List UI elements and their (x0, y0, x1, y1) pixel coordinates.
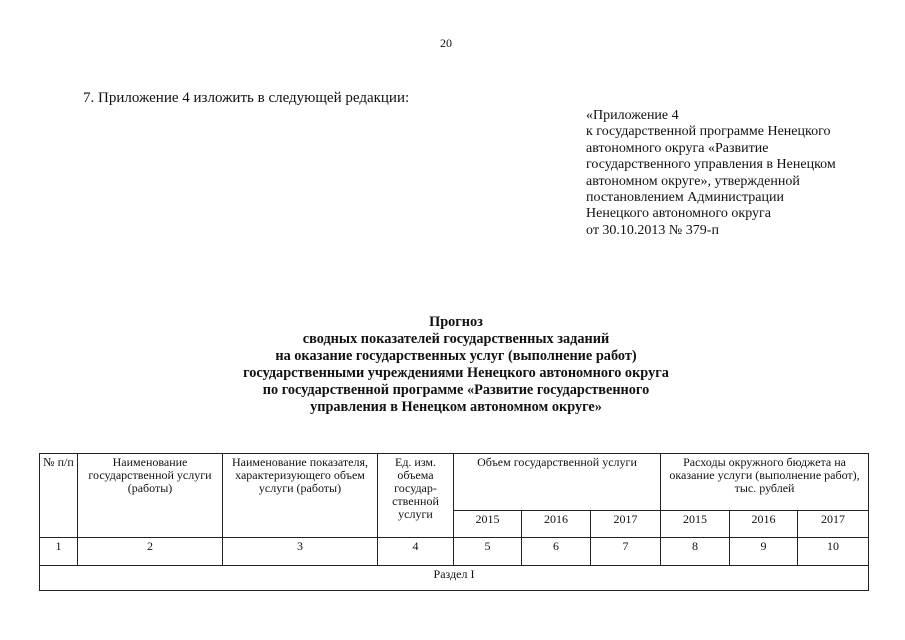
column-number-row (40, 538, 869, 566)
page-number: 20 (440, 36, 452, 50)
appendix-header (586, 108, 836, 239)
title-line: сводных показателей государственных заданий (302, 331, 610, 347)
column-number-cell: 4 (378, 538, 454, 566)
year-cell: 2017 (798, 511, 869, 538)
section-label: Раздел I (40, 566, 869, 591)
header-service-name: Наименование государственной услуги (работы) (78, 454, 223, 538)
appendix-line: государственного управления в Ненецком (586, 157, 836, 173)
column-number-cell: 2 (78, 538, 223, 566)
intro-text: 7. Приложение 4 изложить в следующей редакции: (83, 90, 410, 106)
appendix-line: Ненецкого автономного округа (586, 206, 771, 222)
title-line: государственными учреждениями Ненецкого автономного округа (243, 365, 669, 381)
year-cell: 2017 (591, 511, 661, 538)
column-number-cell: 6 (522, 538, 591, 566)
column-number-cell: 5 (454, 538, 522, 566)
appendix-line: автономном округе», утвержденной (586, 173, 800, 189)
header-indicator-name: Наименование показателя, характеризующего объем услуги (работы) (223, 454, 378, 538)
forecast-table (39, 453, 869, 591)
appendix-line: «Приложение 4 (586, 108, 679, 123)
appendix-line: автономного округа «Развитие (586, 140, 769, 156)
appendix-line: постановлением Администрации (586, 190, 784, 206)
document-title (150, 314, 762, 416)
year-cell: 2015 (454, 511, 522, 538)
column-number-cell: 9 (730, 538, 798, 566)
year-cell: 2016 (522, 511, 591, 538)
title-line: на оказание государственных услуг (выполнение работ) (275, 348, 637, 364)
year-cell: 2015 (661, 511, 730, 538)
title-line: по государственной программе «Развитие государственного (262, 382, 650, 398)
header-num: № п/п (40, 454, 78, 538)
title-line: управления в Ненецком автономном округе» (310, 399, 602, 415)
column-number-cell: 8 (661, 538, 730, 566)
table-header-row (40, 454, 869, 511)
year-cell: 2016 (730, 511, 798, 538)
column-number-cell: 10 (798, 538, 869, 566)
appendix-line: от 30.10.2013 № 379-п (586, 222, 719, 238)
title-line: Прогноз (429, 314, 483, 330)
section-row (40, 566, 869, 591)
column-number-cell: 7 (591, 538, 661, 566)
column-number-cell: 3 (223, 538, 378, 566)
header-volume: Объем государственной услуги (454, 454, 661, 511)
appendix-line: к государственной программе Ненецкого (586, 124, 831, 140)
header-unit: Ед. изм. объема государ-ственной услуги (378, 454, 454, 538)
column-number-cell: 1 (40, 538, 78, 566)
header-expenses: Расходы окружного бюджета на оказание услуги (выполнение работ), тыс. рублей (661, 454, 869, 511)
